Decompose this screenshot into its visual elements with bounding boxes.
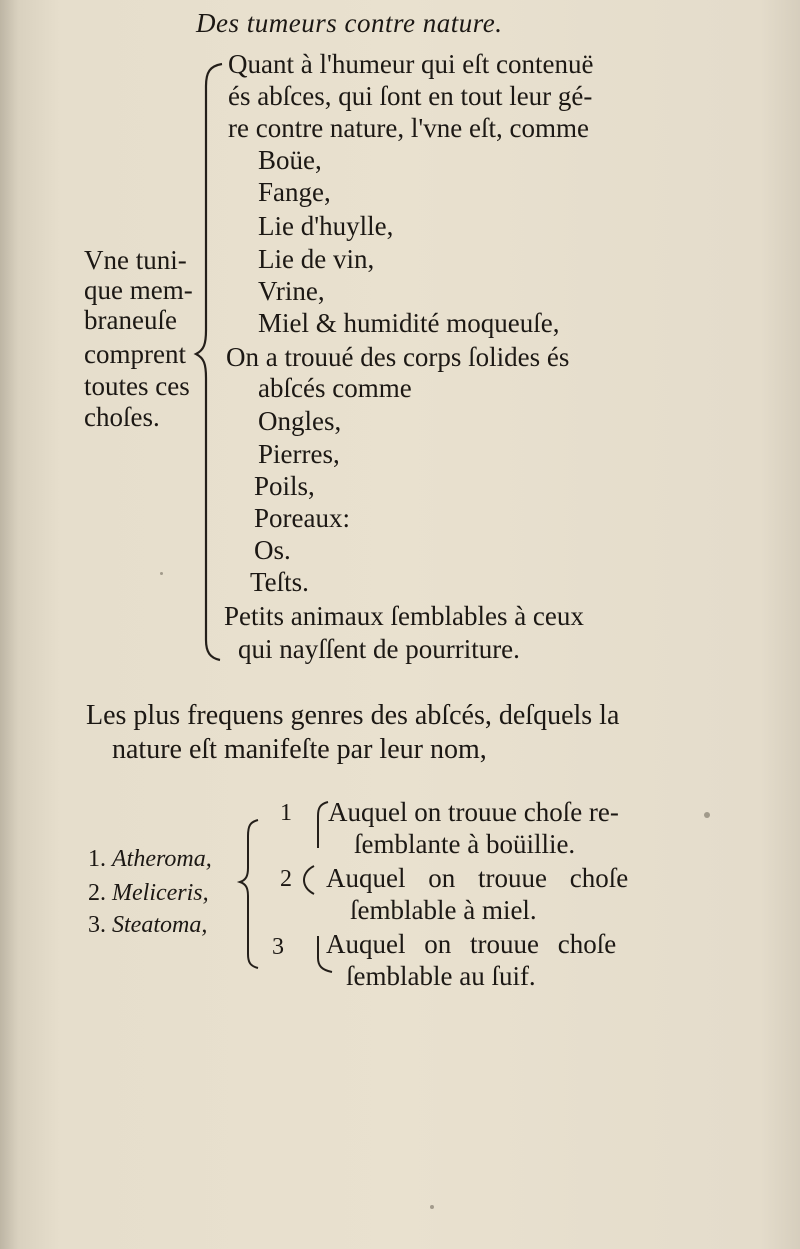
desc-number: 1: [280, 800, 292, 826]
paper-speck: [704, 812, 710, 818]
side-note-line: choſes.: [84, 402, 160, 432]
names-brace: [240, 820, 258, 968]
name-number: 3.: [88, 912, 106, 938]
humeur-intro-3: re contre nature, l'vne eſt, comme: [228, 113, 589, 143]
name-row-1: [88, 846, 212, 873]
corps-item: Os.: [254, 535, 291, 565]
desc-1-line-2: ſemblante à boüillie.: [354, 829, 576, 859]
desc-3-line-2: ſemblable au ſuif.: [346, 961, 536, 991]
side-note-line: Vne tuni-: [84, 245, 187, 275]
desc-3-line-1: Auquel on trouue choſe: [326, 929, 617, 959]
desc-2-line-1: Auquel on trouue choſe: [326, 863, 629, 893]
desc-2-line-2: ſemblable à miel.: [350, 895, 537, 925]
corps-item: Pierres,: [258, 439, 340, 469]
humeur-intro-1: Quant à l'humeur qui eſt contenuë: [228, 49, 594, 79]
humeur-item: Lie de vin,: [258, 244, 375, 274]
genres-heading-1: Les plus frequens genres des abſcés, deſquels la: [86, 700, 620, 731]
paper-speck: [430, 1205, 434, 1209]
desc-number: 2: [280, 866, 292, 892]
side-note-line: comprent: [84, 339, 186, 369]
paper-speck: [160, 572, 163, 575]
humeur-item: Miel & humidité moqueuſe,: [258, 308, 560, 338]
side-note-line: braneuſe: [84, 305, 177, 335]
name-label: Meliceris,: [112, 880, 209, 906]
animaux-line-1: Petits animaux ſemblables à ceux: [224, 601, 584, 631]
desc-brace-2: [304, 866, 314, 894]
humeur-item: Vrine,: [258, 276, 325, 306]
genres-heading-2: nature eſt manifeſte par leur nom,: [112, 734, 487, 765]
desc-brace-1: [318, 802, 328, 848]
humeur-intro-2: és abſces, qui ſont en tout leur gé-: [228, 81, 593, 111]
corps-item: Teſts.: [250, 567, 309, 597]
side-note-line: toutes ces: [84, 371, 190, 401]
humeur-item: Fange,: [258, 177, 331, 207]
name-number: 1.: [88, 846, 106, 872]
humeur-item: Lie d'huylle,: [258, 211, 394, 241]
corps-item: Ongles,: [258, 406, 342, 436]
name-label: Steatoma,: [112, 912, 208, 938]
desc-1-line-1: Auquel on trouue choſe re-: [328, 797, 619, 827]
corps-intro-2: abſcés comme: [258, 373, 412, 403]
running-head: Des tumeurs contre nature.: [196, 8, 503, 38]
animaux-line-2: qui nayſſent de pourriture.: [238, 634, 520, 664]
name-row-3: [88, 912, 207, 939]
desc-number: 3: [272, 934, 284, 960]
name-number: 2.: [88, 880, 106, 906]
corps-intro-1: On a trouué des corps ſolides és: [226, 342, 570, 372]
corps-item: Poreaux:: [254, 503, 350, 533]
name-row-2: [88, 880, 209, 907]
side-note-line: que mem-: [84, 275, 193, 305]
corps-item: Poils,: [254, 471, 315, 501]
name-label: Atheroma,: [112, 846, 212, 872]
humeur-item: Boüe,: [258, 145, 322, 175]
